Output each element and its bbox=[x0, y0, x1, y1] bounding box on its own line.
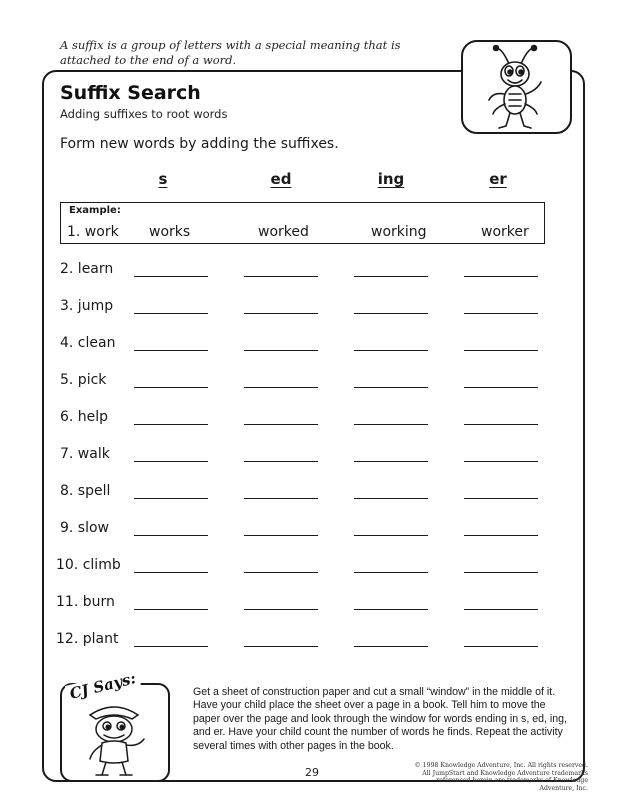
answer-blank-ed[interactable] bbox=[244, 424, 318, 425]
answer-blank-er[interactable] bbox=[464, 646, 538, 647]
suffix-header-s: s bbox=[158, 170, 168, 188]
answer-blank-ed[interactable] bbox=[244, 498, 318, 499]
suffix-header-ed: ed bbox=[270, 170, 292, 188]
answer-blank-s[interactable] bbox=[134, 276, 208, 277]
answer-blank-ed[interactable] bbox=[244, 646, 318, 647]
root-word-label: 2. learn bbox=[60, 261, 114, 277]
root-word-label: 9. slow bbox=[60, 520, 110, 536]
answer-blank-ing[interactable] bbox=[354, 609, 428, 610]
worksheet-instructions: Form new words by adding the suffixes. bbox=[60, 136, 339, 152]
answer-blank-ing[interactable] bbox=[354, 535, 428, 536]
root-word-label: 11. burn bbox=[56, 594, 115, 610]
root-word-label: 7. walk bbox=[60, 446, 110, 462]
page-number: 29 bbox=[305, 766, 319, 779]
answer-blank-ing[interactable] bbox=[354, 461, 428, 462]
answer-blank-er[interactable] bbox=[464, 609, 538, 610]
cj-says-heading: CJ Says: bbox=[65, 668, 141, 703]
answer-blank-ed[interactable] bbox=[244, 609, 318, 610]
bug-mascot-icon bbox=[463, 42, 570, 132]
answer-blank-ed[interactable] bbox=[244, 461, 318, 462]
answer-blank-s[interactable] bbox=[134, 461, 208, 462]
answer-blank-s[interactable] bbox=[134, 424, 208, 425]
answer-blank-ed[interactable] bbox=[244, 535, 318, 536]
example-answer-s: works bbox=[149, 224, 191, 240]
example-answer-er: worker bbox=[481, 224, 529, 240]
answer-blank-ed[interactable] bbox=[244, 313, 318, 314]
suffix-definition: A suffix is a group of letters with a special meaning that is attached to the end of a word. bbox=[60, 38, 401, 67]
answer-blank-s[interactable] bbox=[134, 387, 208, 388]
answer-blank-ed[interactable] bbox=[244, 387, 318, 388]
root-word-label: 12. plant bbox=[56, 631, 119, 647]
example-answer-ing: working bbox=[371, 224, 427, 240]
answer-blank-er[interactable] bbox=[464, 572, 538, 573]
example-label: Example: bbox=[69, 205, 121, 216]
activity-instructions: Get a sheet of construction paper and cut a small “window” in the middle of it. Have your child place the sheet over a page in a book. Tell him to move the paper over the page and look through the window for words ending in s, ed, ing, and er. Have your child count the number of words he finds. Repeat the activity several times with other pages in the book. bbox=[193, 686, 567, 752]
answer-blank-ed[interactable] bbox=[244, 572, 318, 573]
worksheet-subtitle: Adding suffixes to root words bbox=[60, 107, 228, 121]
answer-blank-er[interactable] bbox=[464, 424, 538, 425]
root-word-label: 10. climb bbox=[56, 557, 121, 573]
answer-blank-s[interactable] bbox=[134, 498, 208, 499]
answer-blank-er[interactable] bbox=[464, 498, 538, 499]
root-word-label: 8. spell bbox=[60, 483, 111, 499]
answer-blank-s[interactable] bbox=[134, 350, 208, 351]
answer-blank-er[interactable] bbox=[464, 535, 538, 536]
answer-blank-er[interactable] bbox=[464, 276, 538, 277]
answer-blank-ing[interactable] bbox=[354, 424, 428, 425]
answer-blank-er[interactable] bbox=[464, 461, 538, 462]
suffix-header-ing: ing bbox=[377, 170, 405, 188]
answer-blank-ed[interactable] bbox=[244, 276, 318, 277]
answer-blank-ing[interactable] bbox=[354, 498, 428, 499]
answer-blank-ing[interactable] bbox=[354, 276, 428, 277]
answer-blank-er[interactable] bbox=[464, 350, 538, 351]
answer-blank-ing[interactable] bbox=[354, 387, 428, 388]
answer-blank-ed[interactable] bbox=[244, 350, 318, 351]
root-word-label: 3. jump bbox=[60, 298, 114, 314]
worksheet-title: Suffix Search bbox=[60, 82, 201, 104]
answer-blank-s[interactable] bbox=[134, 646, 208, 647]
example-answer-ed: worked bbox=[258, 224, 309, 240]
copyright-notice: © 1998 Knowledge Adventure, Inc. All rights reserved. All JumpStart and Knowledge Adventure trademarks referenced herein are trademarks of Knowledge Adventure, Inc. bbox=[414, 762, 588, 792]
answer-blank-ing[interactable] bbox=[354, 646, 428, 647]
mascot-illustration-box bbox=[461, 40, 572, 134]
answer-blank-s[interactable] bbox=[134, 535, 208, 536]
root-word-label: 4. clean bbox=[60, 335, 116, 351]
root-word-label: 6. help bbox=[60, 409, 109, 425]
root-word-label: 5. pick bbox=[60, 372, 107, 388]
example-root-word: 1. work bbox=[67, 224, 119, 240]
answer-blank-er[interactable] bbox=[464, 387, 538, 388]
answer-blank-er[interactable] bbox=[464, 313, 538, 314]
answer-blank-ing[interactable] bbox=[354, 572, 428, 573]
answer-blank-ing[interactable] bbox=[354, 313, 428, 314]
answer-blank-ing[interactable] bbox=[354, 350, 428, 351]
answer-blank-s[interactable] bbox=[134, 572, 208, 573]
answer-blank-s[interactable] bbox=[134, 609, 208, 610]
suffix-header-er: er bbox=[489, 170, 507, 188]
answer-blank-s[interactable] bbox=[134, 313, 208, 314]
